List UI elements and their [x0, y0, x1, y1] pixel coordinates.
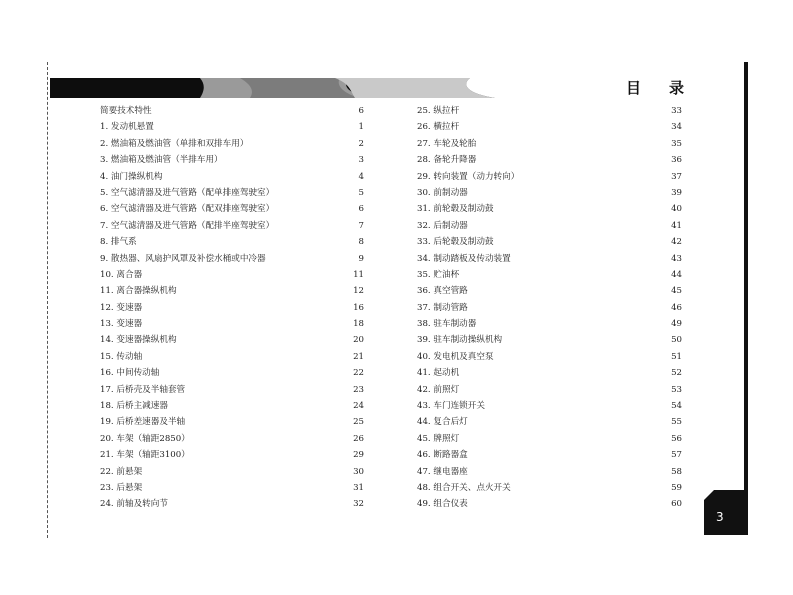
toc-entry-page: 9: [358, 253, 364, 264]
toc-entry-page: 49: [671, 319, 682, 330]
toc-entry-title: 47. 继电器座: [417, 466, 468, 477]
toc-entry-title: 25. 纵拉杆: [417, 106, 460, 116]
toc-entry-title: 16. 中间传动轴: [100, 368, 160, 379]
toc-entry: [100, 480, 390, 496]
toc-entry-page: 25: [353, 417, 364, 428]
toc-entry-title: 26. 横拉杆: [417, 122, 460, 133]
toc-entry-page: 1: [358, 122, 364, 133]
toc-entry-page: 30: [353, 466, 364, 477]
toc-entry-title: 28. 备轮升降器: [417, 155, 477, 166]
toc-entry-page: 6: [358, 204, 364, 215]
toc-entry-page: 23: [353, 384, 364, 395]
toc-entry-page: 50: [671, 335, 682, 346]
page-number: 3: [716, 510, 724, 524]
toc-entry-title: 5. 空气滤清器及进气管路（配单排座驾驶室）: [100, 187, 275, 198]
toc-entry: [100, 136, 390, 152]
right-edge-bar: [744, 62, 748, 535]
toc-entry-page: 16: [353, 302, 364, 313]
toc-entry-title: 15. 传动轴: [100, 351, 143, 362]
toc-entry: [417, 152, 707, 168]
toc-entry-title: 12. 变速器: [100, 302, 143, 313]
toc-entry: [100, 332, 390, 348]
toc-entry-page: 7: [358, 220, 364, 231]
toc-entry-title: 29. 转向装置（动力转向）: [417, 171, 520, 182]
toc-column-left: [100, 103, 390, 513]
page-title: 目录: [626, 79, 713, 97]
toc-entry-title: 33. 后轮毂及制动鼓: [417, 237, 494, 248]
toc-entry-title: 24. 前轴及转向节: [100, 499, 168, 510]
toc-entry: [100, 349, 390, 365]
toc-entry-title: 38. 驻车制动器: [417, 319, 477, 330]
toc-entry: [100, 414, 390, 430]
toc-entry-title: 31. 前轮毂及制动鼓: [417, 204, 494, 215]
toc-entry: [100, 169, 390, 185]
toc-entry-page: 2: [358, 138, 364, 149]
toc-entry: [100, 152, 390, 168]
toc-entry-page: 36: [671, 155, 682, 166]
toc-entry-page: 3: [358, 155, 364, 166]
toc-entry: [417, 382, 707, 398]
toc-entry-title: 8. 排气系: [100, 237, 137, 248]
toc-entry: [417, 218, 707, 234]
toc-entry-page: 5: [358, 187, 364, 198]
toc-entry: [417, 480, 707, 496]
toc-column-right: [417, 103, 707, 513]
toc-entry: [100, 218, 390, 234]
toc-entry: [100, 300, 390, 316]
toc-entry-title: 37. 制动管路: [417, 302, 468, 313]
toc-entry-page: 44: [671, 269, 682, 280]
toc-entry: [417, 316, 707, 332]
binding-margin-line: [47, 62, 48, 538]
toc-entry-title: 39. 驻车制动操纵机构: [417, 335, 503, 346]
toc-entry-title: 2. 燃油箱及燃油管（单排和双排车用）: [100, 138, 249, 149]
toc-entry: [100, 447, 390, 463]
toc-entry-page: 20: [353, 335, 364, 346]
toc-entry: [100, 103, 390, 119]
toc-entry: [417, 283, 707, 299]
toc-entry-page: 22: [353, 368, 364, 379]
toc-entry-title: 45. 牌照灯: [417, 433, 460, 444]
toc-entry: [417, 267, 707, 283]
toc-entry: [100, 316, 390, 332]
toc-entry: [100, 464, 390, 480]
toc-entry: [100, 267, 390, 283]
toc-entry: [417, 464, 707, 480]
toc-entry-title: 9. 散热器、风扇护风罩及补偿水桶或中冷器: [100, 253, 266, 264]
toc-entry: [417, 185, 707, 201]
toc-entry-page: 31: [353, 482, 364, 493]
toc-entry: [100, 201, 390, 217]
toc-entry-title: 34. 制动踏板及传动装置: [417, 253, 511, 264]
toc-entry-title: 32. 后制动器: [417, 220, 468, 231]
toc-entry-title: 20. 车架（轴距2850）: [100, 433, 190, 444]
toc-entry-title: 40. 发电机及真空泵: [417, 351, 494, 362]
toc-entry-page: 56: [671, 433, 682, 444]
toc-entry-title: 4. 油门操纵机构: [100, 171, 163, 182]
toc-entry-title: 14. 变速器操纵机构: [100, 335, 177, 346]
toc-entry: [417, 398, 707, 414]
toc-entry-page: 6: [358, 106, 364, 116]
toc-entry-title: 36. 真空管路: [417, 286, 468, 297]
toc-entry: [100, 185, 390, 201]
toc-entry: [417, 365, 707, 381]
toc-entry-title: 19. 后桥差速器及半轴: [100, 417, 186, 428]
toc-entry-page: 24: [353, 401, 364, 412]
toc-entry-page: 33: [671, 106, 682, 116]
toc-entry-page: 35: [671, 138, 682, 149]
toc-entry-page: 39: [671, 187, 682, 198]
toc-entry-title: 27. 车轮及轮胎: [417, 138, 477, 149]
toc-entry: [100, 365, 390, 381]
toc-entry-title: 42. 前照灯: [417, 384, 460, 395]
toc-entry-title: 简要技术特性: [100, 106, 152, 116]
toc-entry-page: 57: [671, 450, 682, 461]
toc-entry-page: 26: [353, 433, 364, 444]
toc-entry-page: 51: [671, 351, 682, 362]
toc-entry-page: 37: [671, 171, 682, 182]
toc-entry-title: 21. 车架（轴距3100）: [100, 450, 190, 461]
toc-entry-title: 13. 变速器: [100, 319, 143, 330]
toc-entry: [417, 496, 707, 512]
toc-entry: [100, 251, 390, 267]
toc-entry-title: 1. 发动机悬置: [100, 122, 154, 133]
toc-entry-page: 12: [353, 286, 364, 297]
toc-entry: [100, 431, 390, 447]
toc-entry-title: 23. 后悬架: [100, 482, 143, 493]
toc-entry-title: 35. 贮油杯: [417, 269, 460, 280]
toc-entry-title: 18. 后桥主减速器: [100, 401, 168, 412]
toc-entry-title: 43. 车门连锁开关: [417, 401, 485, 412]
toc-entry: [100, 283, 390, 299]
toc-entry: [100, 398, 390, 414]
toc-entry: [100, 496, 390, 512]
toc-entry-page: 55: [671, 417, 682, 428]
toc-entry-page: 29: [353, 450, 364, 461]
toc-entry-page: 8: [358, 237, 364, 248]
toc-entry-title: 46. 断路器盒: [417, 450, 468, 461]
toc-entry-title: 6. 空气滤清器及进气管路（配双排座驾驶室）: [100, 204, 275, 215]
toc-entry-title: 7. 空气滤清器及进气管路（配排半座驾驶室）: [100, 220, 275, 231]
toc-entry: [417, 447, 707, 463]
toc-entry-title: 3. 燃油箱及燃油管（半排车用）: [100, 155, 223, 166]
toc-entry-title: 41. 起动机: [417, 368, 460, 379]
toc-entry: [417, 103, 707, 119]
toc-entry: [417, 234, 707, 250]
toc-entry-page: 21: [353, 351, 364, 362]
toc-entry-page: 11: [353, 269, 364, 280]
toc-entry: [417, 349, 707, 365]
toc-entry: [417, 201, 707, 217]
toc-entry-page: 59: [671, 482, 682, 493]
toc-entry: [417, 332, 707, 348]
toc-entry: [417, 169, 707, 185]
toc-entry-title: 11. 离合器操纵机构: [100, 286, 177, 297]
toc-entry: [417, 300, 707, 316]
toc-entry-title: 17. 后桥壳及半轴套管: [100, 384, 186, 395]
toc-entry-title: 22. 前悬架: [100, 466, 143, 477]
toc-entry-title: 44. 复合后灯: [417, 417, 468, 428]
toc-entry: [417, 119, 707, 135]
toc-entry: [417, 251, 707, 267]
toc-entry-page: 41: [671, 220, 682, 231]
toc-entry-page: 32: [353, 499, 364, 510]
toc-entry-page: 58: [671, 466, 682, 477]
toc-entry: [100, 234, 390, 250]
toc-entry-title: 10. 离合器: [100, 269, 143, 280]
toc-entry: [417, 431, 707, 447]
toc-entry-title: 30. 前制动器: [417, 187, 468, 198]
toc-entry-page: 42: [671, 237, 682, 248]
toc-entry-title: 48. 组合开关、点火开关: [417, 482, 511, 493]
toc-entry-page: 54: [671, 401, 682, 412]
toc-entry-page: 4: [358, 171, 364, 182]
toc-entry: [100, 382, 390, 398]
toc-entry-title: 49. 组合仪表: [417, 499, 468, 510]
toc-entry-page: 43: [671, 253, 682, 264]
toc-entry-page: 45: [671, 286, 682, 297]
toc-entry-page: 46: [671, 302, 682, 313]
toc-entry-page: 18: [353, 319, 364, 330]
toc-entry-page: 34: [671, 122, 682, 133]
toc-entry-page: 60: [671, 499, 682, 510]
toc-entry-page: 53: [671, 384, 682, 395]
toc-entry: [417, 414, 707, 430]
page-number-tab: [704, 490, 744, 535]
toc-entry-page: 40: [671, 204, 682, 215]
toc-entry: [100, 119, 390, 135]
toc-entry: [417, 136, 707, 152]
toc-entry-page: 52: [671, 368, 682, 379]
